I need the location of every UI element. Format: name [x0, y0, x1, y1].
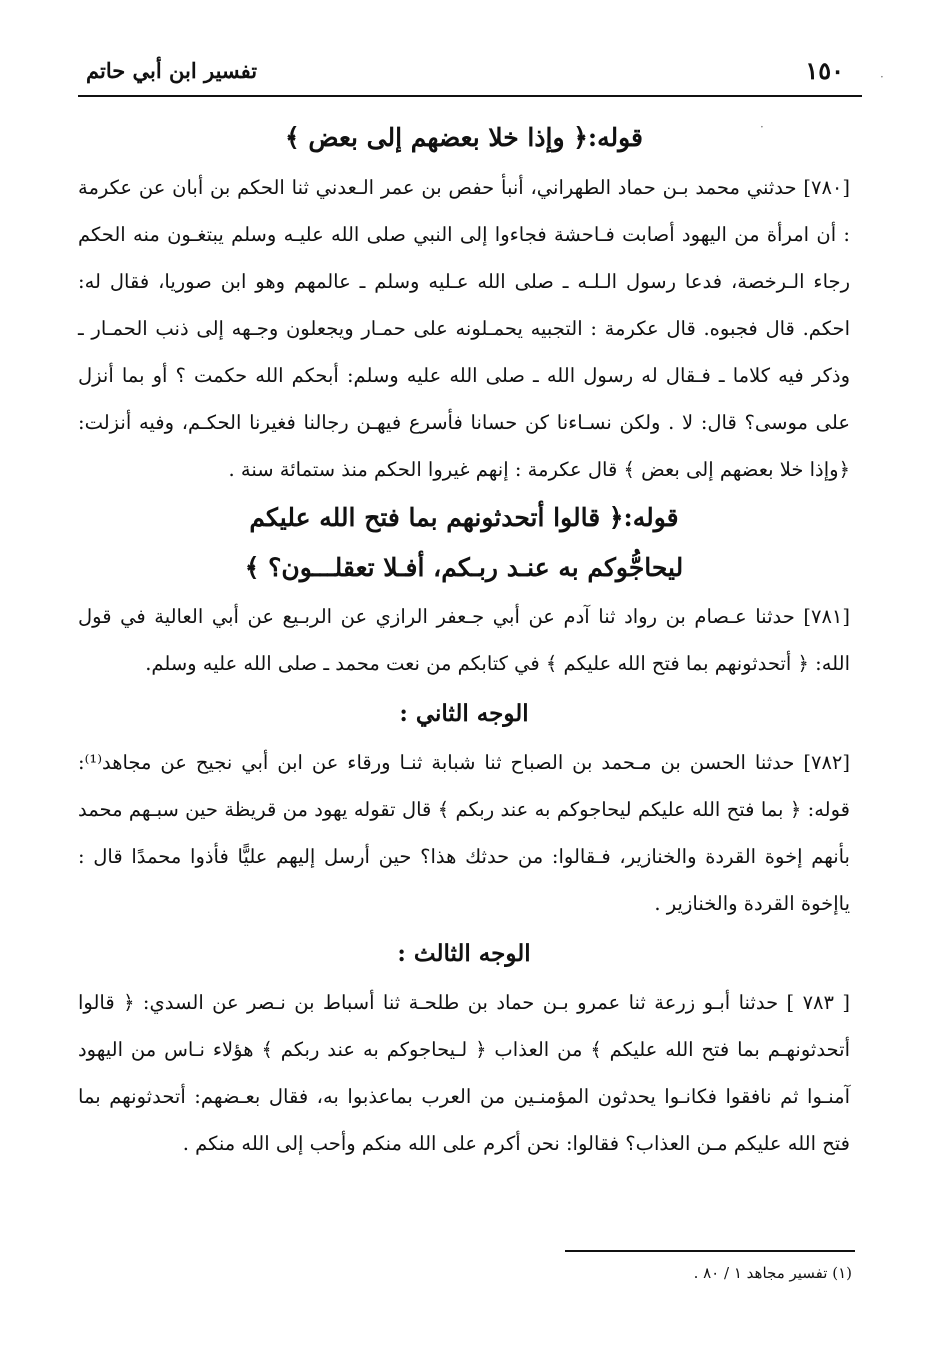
subsection-heading: الوجه الثاني :: [399, 700, 529, 727]
header-rule: [78, 95, 862, 97]
scan-speck: ·: [880, 70, 884, 84]
narration-paragraph: [ ٧٨٣ ] حدثنا أبـو زرعة ثنا عمرو بـن حماد بن طلحـة ثنا أسباط بن نـصر عن السدي: ﴿ قالوا أتحدثونهـم بما فتح الله عليكم ﴾ من العذاب ﴿ لـيحاجوكم به عند ربكم ﴾ هؤلاء نـاس من اليهود آمنـوا ثم نافقوا فكانـوا يحدثون المؤمنـين من العرب بماعذبوا به، فقال بعـضهم: أتحدثونهم بما فتح الله عليكم مـن العذاب؟ فقالوا: نحن أكرم على الله منكم وأحب إلى الله منكم .: [78, 991, 850, 1155]
narration-paragraph: [٧٨٢] حدثنا الحسن بن مـحمد بن الصباح ثنا شبابة ثنـا ورقاء عن ابن أبي نجيح عن مجاهد⁽¹⁾: قوله: ﴿ بما فتح الله عليكم ليحاجوكم به عند ربكم ﴾ قال تقوله يهود من قريظة حين سبـهم محمد بأنهم إخوة القردة والخنازير، فـقالوا: من حدثك هذا؟ حين أرسل إليهم عليًّا فأذوا محمدًا قال : ياإخوة القردة والخنازير .: [78, 751, 850, 915]
heading-line: قوله:﴿ قالوا أتحدثونهم بما فتح الله عليكم: [249, 503, 679, 532]
page-number: ١٥٠: [805, 56, 844, 85]
section-heading: [78, 493, 850, 593]
heading-line: ليحاجُّوكم به عنـد ربـكم، أفـلا تعقلـــون؟ ﴾: [244, 553, 684, 582]
subsection-heading: الوجه الثالث :: [397, 940, 531, 967]
section-heading: قوله:﴿ وإذا خلا بعضهم إلى بعض ﴾: [284, 123, 643, 152]
narration-paragraph: [٧٨١] حدثنا عـصام بن رواد ثنا آدم عن أبي جـعفر الرازي عن الربـيع عن أبي العالية في قول الله: ﴿ أتحدثونهم بما فتح الله عليكم ﴾ في كتابكم من نعت محمد ـ صلى الله عليه وسلم.: [78, 605, 850, 675]
footnote-rule: [565, 1250, 855, 1252]
running-header: [78, 54, 862, 94]
main-text: [78, 112, 850, 1167]
book-title: تفسير ابن أبي حاتم: [86, 58, 258, 83]
scan-speck: ·: [760, 120, 764, 134]
footnote: (١) تفسير مجاهد ١ / ٨٠ .: [693, 1264, 852, 1282]
narration-paragraph: [٧٨٠] حدثني محمد بـن حماد الطهراني، أنبأ حفص بن عمر الـعدني ثنا الحكم بن أبان عن عكرمة : أن امرأة من اليهود أصابت فـاحشة فجاءوا إلى النبي صلى الله عليـه وسلم يبتغـون منه الحكم رجاء الـرخصة، فدعا رسول الـلـه ـ صلى الله عـليه وسلم ـ عالمهم وهو ابن صوريا، فقال له: احكم. قال فجبوه. قال عكرمة : التجبيه يحمـلونه على حمـار ويجعلون وجـهه إلى ذنب الحمـار ـ وذكر فيه كلاما ـ فـقال له رسول الله ـ صلى الله عليه وسلم: أبحكم الله حكمت ؟ أو بما أنزل على موسى؟ قال: لا . ولكن نسـاءنا كن حسانا فأسرع فيهـن رجالنا فغيرنا الحكـم، وفيه أنزلت: ﴿وإذا خلا بعضهم إلى بعض ﴾ قال عكرمة : إنهم غيروا الحكم منذ ستمائة سنة .: [78, 176, 850, 481]
